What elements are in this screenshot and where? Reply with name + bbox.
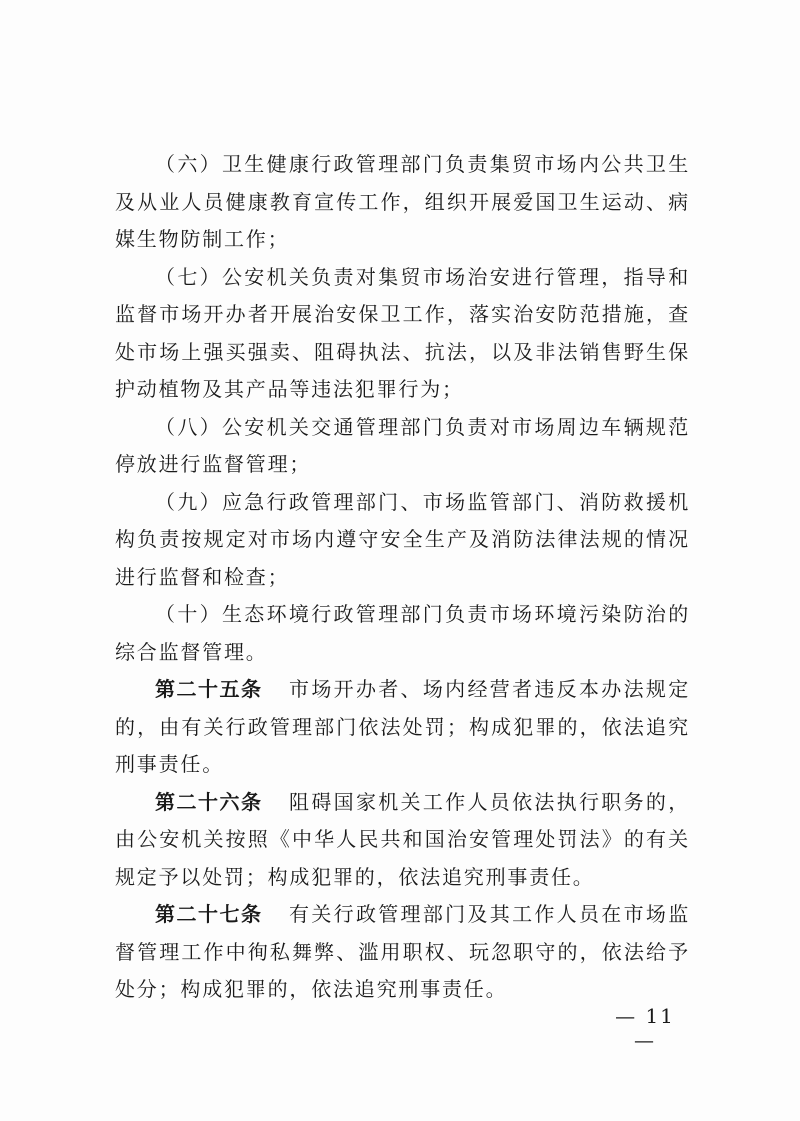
paragraph-text: （六）卫生健康行政管理部门负责集贸市场内公共卫生及从业人员健康教育宣传工作，组织开展爱国卫生运动、病媒生物防制工作； — [115, 152, 690, 251]
article-title: 第二十七条 — [155, 902, 263, 926]
article-text: 阻碍国家机关工作人员依法执行职务的，由公安机关按照《中华人民共和国治安管理处罚法》的有关规定予以处罚；构成犯罪的，依法追究刑事责任。 — [115, 789, 691, 889]
paragraph-item-7 — [115, 259, 690, 409]
article-text: 有关行政管理部门及其工作人员在市场监督管理工作中徇私舞弊、滥用职权、玩忽职守的，依法给予处分；构成犯罪的，依法追究刑事责任。 — [115, 902, 691, 1001]
article-26 — [115, 784, 690, 897]
paragraph-item-8 — [115, 409, 690, 484]
article-text: 市场开办者、场内经营者违反本办法规定的，由有关行政管理部门依法处罚；构成犯罪的，依法追究刑事责任。 — [115, 677, 691, 776]
article-27 — [115, 896, 690, 1009]
document-body — [115, 146, 690, 1009]
paragraph-text: （八）公安机关交通管理部门负责对市场周边车辆规范停放进行监督管理； — [115, 414, 690, 476]
paragraph-item-10 — [115, 596, 690, 671]
article-title: 第二十五条 — [155, 677, 263, 701]
paragraph-item-9 — [115, 484, 690, 597]
article-25 — [115, 671, 690, 784]
paragraph-item-6 — [115, 146, 690, 259]
paragraph-text: （九）应急行政管理部门、市场监管部门、消防救援机构负责按规定对市场内遵守安全生产及消防法律法规的情况进行监督和检查； — [115, 489, 690, 589]
paragraph-text: （十）生态环境行政管理部门负责市场环境污染防治的综合监督管理。 — [115, 602, 690, 664]
page-number: — 11 — — [615, 1004, 675, 1052]
article-title: 第二十六条 — [155, 789, 263, 814]
paragraph-text: （七）公安机关负责对集贸市场治安进行管理，指导和监督市场开办者开展治安保卫工作，落实治安防范措施，查处市场上强买强卖、阻碍执法、抗法，以及非法销售野生保护动植物及其产品等违法犯罪行为； — [115, 264, 690, 401]
